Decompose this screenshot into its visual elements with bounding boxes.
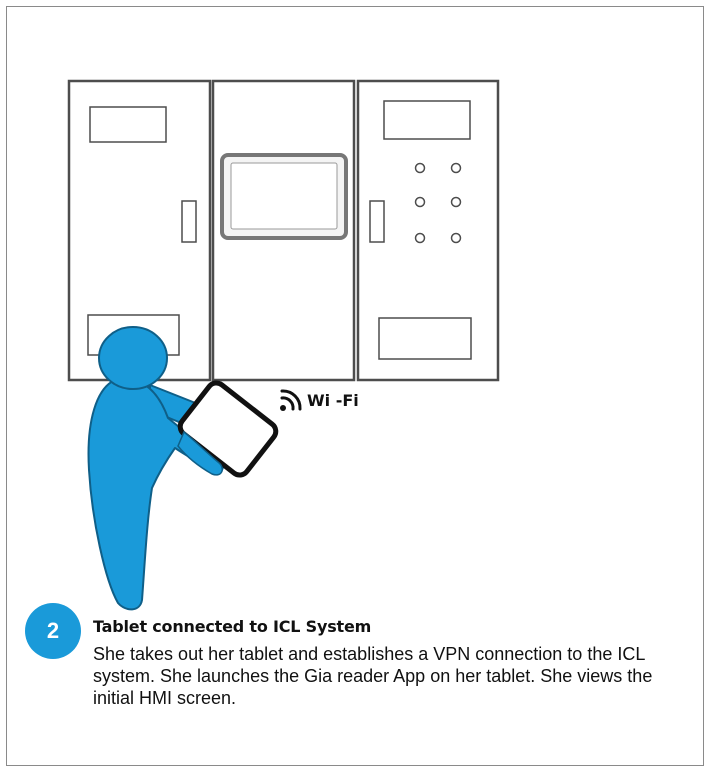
indicator-lights — [416, 164, 461, 243]
right-cabinet — [358, 81, 498, 380]
hmi-screen — [222, 155, 346, 238]
step-number-badge: 2 — [25, 603, 81, 659]
person-head — [99, 327, 167, 389]
wifi-signal-icon — [280, 391, 300, 411]
step-title: Tablet connected to ICL System — [93, 617, 372, 636]
wifi-label: Wi -Fi — [307, 391, 359, 410]
step-description: She takes out her tablet and establishes a VPN connection to the ICL system. She launches the Gia reader App on her tablet. She views the initial HMI screen. — [93, 644, 653, 708]
tablet-device — [177, 379, 280, 478]
